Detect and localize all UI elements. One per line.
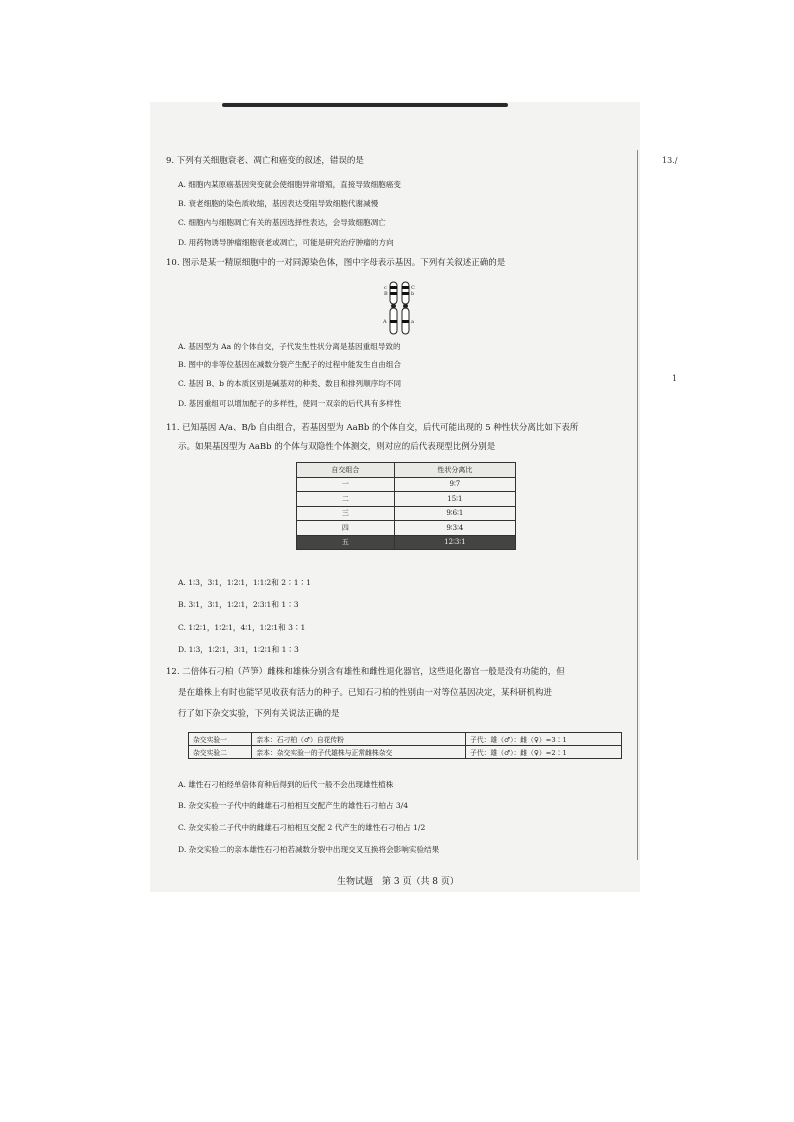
q12-option-b: B. 杂交实验一子代中的雌雄石刁柏相互交配产生的雄性石刁柏占 3/4 (178, 801, 409, 810)
q12-stem-cont2: 行了如下杂交实验，下列有关说法正确的是 (178, 709, 340, 719)
table-cell: 四 (297, 521, 395, 536)
q9-option-a: A. 细胞内某原癌基因突变就会使细胞异常增殖，直接导致细胞癌变 (178, 180, 401, 189)
q9-option-b: B. 衰老细胞的染色质收缩，基因表达受阻导致细胞代谢减慢 (178, 199, 379, 208)
q12-stem-cont1: 是在雄株上有时也能罕见收获有活力的种子。已知石刁柏的性别由一对等位基因决定，某科研机构进 (178, 688, 553, 698)
gene-label-C: C (411, 285, 415, 291)
q10-option-d: D. 基因重组可以增加配子的多样性，使同一双亲的后代具有多样性 (178, 399, 402, 408)
table-cell: 9∶6∶1 (394, 506, 515, 521)
gene-label-a: a (411, 319, 414, 325)
page-footer: 生物试题 第 3 页（共 8 页） (337, 877, 459, 887)
q10-option-c: C. 基因 B、b 的本质区别是碱基对的种类、数目和排列顺序均不同 (178, 379, 402, 388)
q9-stem: 9. 下列有关细胞衰老、凋亡和癌变的叙述，错误的是 (166, 156, 364, 166)
table-header-cross: 自交组合 (297, 463, 395, 478)
gene-label-B: B (384, 291, 388, 297)
segregation-ratio-table (296, 462, 516, 550)
table-cell: 杂交实验一 (189, 733, 252, 746)
table-cell: 子代：雄（♂）：雌（♀）=3∶1 (466, 733, 622, 746)
q9-option-c: C. 细胞内与细胞凋亡有关的基因选择性表达，会导致细胞凋亡 (178, 218, 386, 227)
q10-option-b: B. 图中的非等位基因在减数分裂产生配子的过程中能发生自由组合 (178, 360, 402, 369)
q12-option-a: A. 雄性石刁柏经单倍体育种后得到的后代一般不会出现雄性植株 (178, 780, 394, 789)
q11-stem: 11. 已知基因 A/a、B/b 自由组合，若基因型为 AaBb 的个体自交，后代可能出现的 5 种性状分离比如下表所 (166, 423, 579, 433)
table-row (297, 535, 516, 550)
table-cell: 9∶3∶4 (394, 521, 515, 536)
q9-option-d: D. 用药物诱导肿瘤细胞衰老或凋亡，可能是研究治疗肿瘤的方向 (178, 238, 394, 247)
q10-option-a: A. 基因型为 Aa 的个体自交，子代发生性状分离是基因重组导致的 (178, 342, 401, 351)
q11-option-a: A. 1∶3，3∶1，1∶2∶1，1∶1∶2和 2∶1∶1 (178, 578, 311, 587)
q12-option-d: D. 杂交实验二的亲本雄性石刁柏若减数分裂中出现交叉互换将会影响实验结果 (178, 845, 440, 854)
gene-label-c: c (384, 285, 387, 291)
gene-label-b: b (411, 291, 415, 297)
q12-stem: 12. 二倍体石刁柏（芦笋）雌株和雄株分别含有雄性和雌性退化器官，这些退化器官一般是没有功能的，但 (166, 667, 565, 677)
table-row (189, 733, 622, 746)
homologous-chromosomes-figure (380, 280, 420, 336)
table-cell: 二 (297, 492, 395, 507)
table-cell: 五 (297, 535, 395, 550)
cross-experiment-table (188, 732, 622, 759)
q10-stem: 10. 图示是某一精原细胞中的一对同源染色体，图中字母表示基因。下列有关叙述正确的是 (166, 258, 506, 268)
table-header-ratio: 性状分离比 (394, 463, 515, 478)
q11-option-b: B. 3∶1，3∶1，1∶2∶1，2∶3∶1和 1∶3 (178, 600, 299, 609)
gene-label-A: A (383, 319, 387, 325)
column-divider (637, 150, 638, 860)
table-cell: 亲本：杂交实验一的子代雄株与正常雌株杂交 (252, 746, 466, 759)
table-cell: 三 (297, 506, 395, 521)
side-mark-top: 13./ (662, 156, 678, 165)
table-row (297, 492, 516, 507)
table-row (297, 521, 516, 536)
table-row (297, 506, 516, 521)
table-cell: 子代：雄（♂）：雌（♀）=2∶1 (466, 746, 622, 759)
table-cell: 12∶3∶1 (394, 535, 515, 550)
q11-stem-cont: 示。如果基因型为 AaBb 的个体与双隐性个体测交，则对应的后代表现型比例分别是 (178, 442, 496, 452)
scan-top-edge (222, 103, 508, 107)
q12-option-c: C. 杂交实验二子代中的雌雄石刁柏相互交配 2 代产生的雄性石刁柏占 1/2 (178, 823, 426, 832)
table-row (297, 477, 516, 492)
table-cell: 15∶1 (394, 492, 515, 507)
q11-option-c: C. 1∶2∶1，1∶2∶1，4∶1，1∶2∶1和 3∶1 (178, 623, 306, 632)
side-mark-mid: 1 (672, 374, 678, 383)
table-row (189, 746, 622, 759)
q11-option-d: D. 1∶3，1∶2∶1，3∶1，1∶2∶1和 1∶3 (178, 645, 299, 654)
table-cell: 一 (297, 477, 395, 492)
table-cell: 亲本：石刁柏（♂）自花传粉 (252, 733, 466, 746)
table-cell: 杂交实验二 (189, 746, 252, 759)
table-cell: 9∶7 (394, 477, 515, 492)
